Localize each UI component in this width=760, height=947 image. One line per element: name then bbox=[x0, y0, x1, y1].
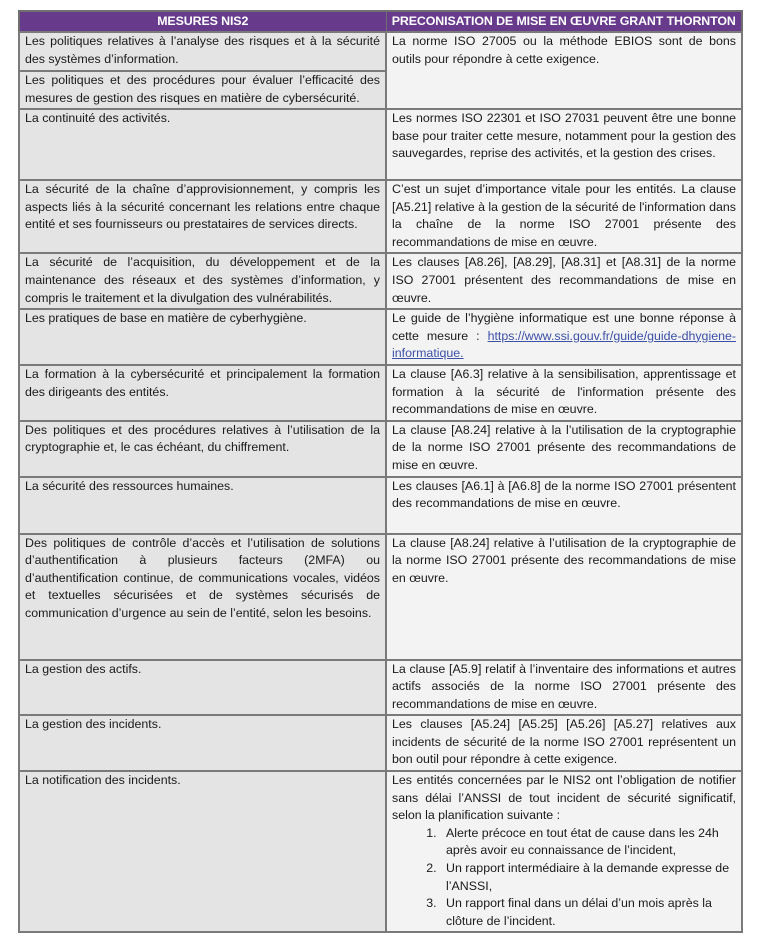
table-row bbox=[19, 253, 742, 309]
table-row bbox=[19, 365, 742, 421]
list-item: 2. Un rapport intermédiaire à la demande expresse de l’ANSSI, bbox=[440, 860, 736, 895]
measure-cell: La formation à la cybersécurité et principalement la formation des dirigeants des entités. bbox=[19, 365, 386, 421]
column-header-recommendations: PRECONISATION DE MISE EN ŒUVRE GRANT THORNTON bbox=[386, 11, 742, 32]
measure-cell: La gestion des incidents. bbox=[19, 715, 386, 771]
measure-cell: La sécurité de la chaîne d’approvisionnement, y compris les aspects liés à la sécurité concernant les relations entre chaque entité et ses fournisseurs ou prestataires de services directs. bbox=[19, 180, 386, 253]
recommendation-cell: Les clauses [A6.1] à [A6.8] de la norme ISO 27001 présentent des recommandations de mise en œuvre. bbox=[386, 477, 742, 534]
list-item: 1. Alerte précoce en tout état de cause dans les 24h après avoir eu connaissance de l’incident, bbox=[440, 825, 736, 860]
table-row bbox=[19, 715, 742, 771]
measure-text: Les politiques relatives à l’analyse des risques et à la sécurité des systèmes d’information. bbox=[25, 34, 380, 66]
recommendation-cell: La norme ISO 27005 ou la méthode EBIOS sont de bons outils pour répondre à cette exigence. bbox=[386, 32, 742, 109]
table-row bbox=[19, 771, 742, 932]
measure-cell: Des politiques et des procédures relatives à l’utilisation de la cryptographie et, le cas échéant, du chiffrement. bbox=[19, 421, 386, 477]
recommendation-cell: La clause [A6.3] relative à la sensibilisation, apprentissage et formation à la sécurité de l'information présente des recommandations de mise en œuvre. bbox=[386, 365, 742, 421]
measure-cell: La notification des incidents. bbox=[19, 771, 386, 932]
table-header-row bbox=[19, 11, 742, 32]
table-row bbox=[19, 534, 742, 660]
measure-cell: La sécurité des ressources humaines. bbox=[19, 477, 386, 534]
measure-text: Les politiques et des procédures pour évaluer l’efficacité des mesures de gestion des risques en matière de cybersécurité. bbox=[20, 70, 385, 108]
measure-cell: La sécurité de l’acquisition, du développement et de la maintenance des réseaux et des systèmes d’information, y compris le traitement et la divulgation des vulnérabilités. bbox=[19, 253, 386, 309]
recommendation-cell: C’est un sujet d’importance vitale pour les entités. La clause [A5.21] relative à la gestion de la sécurité de l'information dans la chaîne de la norme ISO 27001 présente des recommandations de mise en œuvre. bbox=[386, 180, 742, 253]
table-row bbox=[19, 309, 742, 365]
measure-cell bbox=[19, 32, 386, 109]
hygiene-guide-link[interactable]: https://www.ssi.gouv.fr/guide/guide-dhygiene-informatique. bbox=[392, 328, 736, 361]
table-row bbox=[19, 477, 742, 534]
table-row bbox=[19, 660, 742, 716]
table-row bbox=[19, 421, 742, 477]
measure-cell: Des politiques de contrôle d’accès et l’utilisation de solutions d’authentification à plusieurs facteurs (2MFA) ou d’authentification continue, de communications vocales, vidéos et textuelles sécurisées et de systèmes sécurisés de communication d’urgence au sein de l’entité, selon les besoins. bbox=[19, 534, 386, 660]
table-row bbox=[19, 32, 742, 109]
recommendation-cell bbox=[386, 771, 742, 932]
measure-cell: La continuité des activités. bbox=[19, 109, 386, 180]
column-header-measures: MESURES NIS2 bbox=[19, 11, 386, 32]
recommendation-cell: La clause [A8.24] relative à la l’utilisation de la cryptographie de la norme ISO 27001 présente des recommandations de mise en œuvre. bbox=[386, 421, 742, 477]
notification-steps-list bbox=[392, 825, 736, 931]
recommendation-cell: Les normes ISO 22301 et ISO 27031 peuvent être une bonne base pour traiter cette mesure, notamment pour la gestion des sauvegardes, reprise des activités, et la gestion des crises. bbox=[386, 109, 742, 180]
recommendation-cell: La clause [A8.24] relative à l’utilisation de la cryptographie de la norme ISO 27001 présente des recommandations de mise en œuvre. bbox=[386, 534, 742, 660]
measure-cell: La gestion des actifs. bbox=[19, 660, 386, 716]
table-row bbox=[19, 180, 742, 253]
recommendation-text: Le guide de l’hygiène informatique est une bonne réponse à cette mesure : bbox=[392, 311, 736, 343]
recommendation-cell: La clause [A5.9] relatif à l’inventaire des informations et autres actifs associés de la norme ISO 27001 présente des recommandations de mise en œuvre. bbox=[386, 660, 742, 716]
measure-cell: Les pratiques de base en matière de cyberhygiène. bbox=[19, 309, 386, 365]
nis2-measures-table bbox=[18, 10, 743, 933]
list-item: 3. Un rapport final dans un délai d’un mois après la clôture de l’incident. bbox=[440, 895, 736, 930]
recommendation-cell bbox=[386, 309, 742, 365]
recommendation-cell: Les clauses [A8.26], [A8.29], [A8.31] et [A8.31] de la norme ISO 27001 présentent des recommandations de mise en œuvre. bbox=[386, 253, 742, 309]
recommendation-cell: Les clauses [A5.24] [A5.25] [A5.26] [A5.27] relatives aux incidents de sécurité de la norme ISO 27001 représentent un bon outil pour répondre à cette exigence. bbox=[386, 715, 742, 771]
recommendation-text: Les entités concernées par le NIS2 ont l’obligation de notifier sans délai l’ANSSI de tout incident de sécurité significatif, selon la planification suivante : bbox=[392, 773, 736, 823]
table-row bbox=[19, 109, 742, 180]
